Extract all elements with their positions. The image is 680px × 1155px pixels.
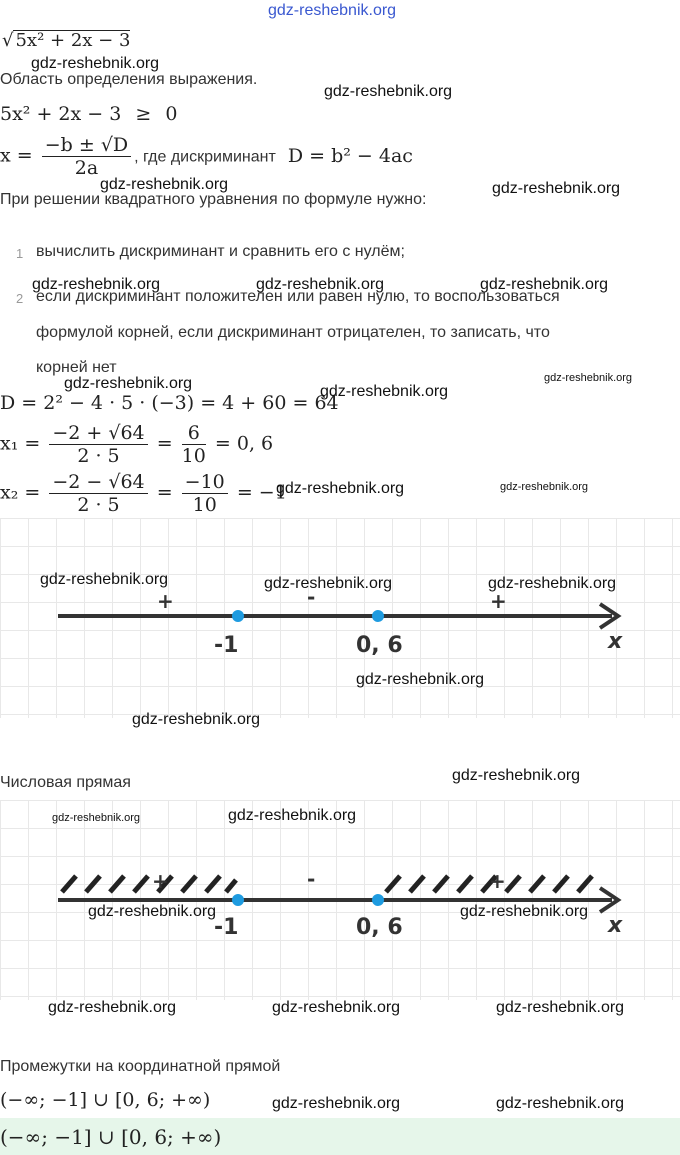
x1-denominator: 2 · 5 — [77, 445, 120, 467]
watermark: gdz-reshebnik.org — [544, 372, 633, 384]
inequality-sign: ≥ — [135, 103, 152, 125]
watermark: gdz-reshebnik.org — [132, 711, 261, 728]
discriminant-calc: D = 2² − 4 · 5 · (−3) = 4 + 60 = 64 — [0, 392, 339, 414]
hatched-number-line-svg — [0, 800, 680, 1000]
solution-intro: При решении квадратного уравнения по формуле нужно: — [0, 191, 427, 208]
x2-denominator: 2 · 5 — [77, 494, 120, 516]
watermark: gdz-reshebnik.org — [324, 83, 453, 100]
hatched-number-line-grid — [0, 800, 680, 1016]
watermark: gdz-reshebnik.org — [276, 480, 405, 497]
watermark: gdz-reshebnik.org — [272, 999, 401, 1016]
hatched-label-0-6: 0, 6 — [356, 915, 403, 940]
watermark: gdz-reshebnik.org — [64, 375, 193, 392]
x2-numerator: −2 − √64 — [49, 471, 147, 494]
step-2-line-1: если дискриминант положителен или равен нулю, то воспользоваться — [36, 288, 560, 305]
hatched-label-minus-1: -1 — [214, 915, 239, 940]
formula-discriminant: D = b² − 4ac — [287, 144, 413, 167]
hatched-sign-plus-left: + — [152, 869, 169, 893]
step-2-line-2: формулой корней, если дискриминант отрицателен, то записать, что — [36, 324, 550, 341]
watermark: gdz-reshebnik.org — [452, 767, 581, 784]
watermark: gdz-reshebnik.org — [228, 807, 357, 824]
intervals-caption: Промежутки на координатной прямой — [0, 1058, 281, 1075]
answer-box — [0, 1118, 680, 1155]
x1-numerator-2: 6 — [182, 422, 206, 445]
number-line-svg — [0, 518, 680, 718]
expression: √ 5x² + 2x − 3 — [2, 30, 131, 51]
hatched-sign-minus: - — [307, 867, 316, 891]
formula-denominator: 2a — [74, 157, 99, 178]
x2-eq: = — [156, 481, 173, 504]
point-minus-1 — [232, 610, 244, 622]
x1-result: = 0, 6 — [214, 432, 274, 455]
formula-lhs: x = — [0, 144, 33, 167]
watermark: gdz-reshebnik.org — [32, 276, 161, 293]
watermark: gdz-reshebnik.org — [48, 999, 177, 1016]
x2-result: = −1 — [236, 481, 287, 504]
inequality-lhs: 5x² + 2x − 3 — [0, 103, 122, 125]
x1-numerator: −2 + √64 — [49, 422, 147, 445]
hatch-left — [62, 876, 236, 892]
watermark: gdz-reshebnik.org — [31, 55, 160, 72]
hatched-point-minus-1 — [232, 894, 244, 906]
x1-eq: = — [156, 432, 173, 455]
watermark: gdz-reshebnik.org — [460, 903, 589, 920]
step-2-line-3: корней нет — [36, 359, 117, 376]
hatched-point-0-6 — [372, 894, 384, 906]
sign-plus-left: + — [157, 589, 174, 613]
watermark: gdz-reshebnik.org — [480, 276, 609, 293]
axis-label-x: x — [608, 629, 623, 654]
hatched-axis-label-x: x — [608, 913, 623, 938]
expression-radicand: 5x² + 2x − 3 — [15, 30, 131, 51]
watermark: gdz-reshebnik.org — [40, 571, 169, 588]
number-line-grid — [0, 518, 680, 728]
answer-line: (−∞; −1] ∪ [0, 6; +∞) — [0, 1089, 211, 1111]
x1-denominator-2: 10 — [181, 445, 206, 467]
step-1-line-1: вычислить дискриминант и сравнить его с нулём; — [36, 243, 405, 260]
x1-lhs: x₁ = — [0, 432, 41, 455]
watermark: gdz-reshebnik.org — [272, 1095, 401, 1112]
quadratic-formula — [0, 134, 413, 178]
formula-numerator: −b ± √D — [42, 134, 131, 157]
watermark: gdz-reshebnik.org — [356, 671, 485, 688]
watermark: gdz-reshebnik.org — [488, 575, 617, 592]
watermark: gdz-reshebnik.org — [52, 812, 141, 824]
label-minus-1: -1 — [214, 633, 239, 658]
inequality — [0, 103, 177, 125]
point-0-6 — [372, 610, 384, 622]
root-x2 — [0, 471, 287, 518]
domain-heading: Область определения выражения. — [0, 71, 258, 88]
watermark: gdz-reshebnik.org — [100, 176, 229, 193]
label-0-6: 0, 6 — [356, 633, 403, 658]
watermark: gdz-reshebnik.org — [500, 481, 589, 493]
watermark: gdz-reshebnik.org — [88, 903, 217, 920]
x2-denominator-2: 10 — [192, 494, 217, 516]
watermark-top: gdz-reshebnik.org — [268, 2, 397, 19]
x2-lhs: x₂ = — [0, 481, 41, 504]
number-line-caption: Числовая прямая — [0, 774, 131, 791]
watermark: gdz-reshebnik.org — [496, 999, 625, 1016]
watermark: gdz-reshebnik.org — [496, 1095, 625, 1112]
step-number-1: 1 — [16, 246, 24, 261]
x2-numerator-2: −10 — [182, 471, 228, 494]
watermark: gdz-reshebnik.org — [256, 276, 385, 293]
inequality-rhs: 0 — [165, 103, 178, 125]
watermark: gdz-reshebnik.org — [264, 575, 393, 592]
root-x1 — [0, 422, 273, 469]
sign-minus-middle: - — [307, 585, 316, 609]
step-number-2: 2 — [16, 291, 24, 306]
answer-box-text: (−∞; −1] ∪ [0, 6; +∞) — [0, 1125, 222, 1149]
hatched-sign-plus-right: + — [489, 869, 506, 893]
watermark: gdz-reshebnik.org — [320, 383, 449, 400]
sign-plus-right: + — [490, 589, 507, 613]
watermark: gdz-reshebnik.org — [492, 180, 621, 197]
formula-text: , где дискриминант — [134, 148, 276, 166]
